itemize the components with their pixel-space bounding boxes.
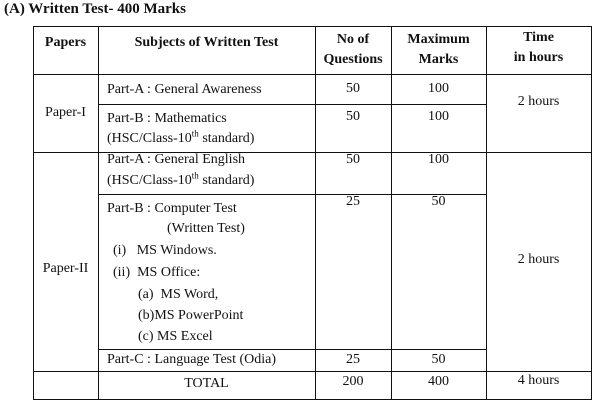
paper1-partA-marks: 100 <box>428 81 449 96</box>
col-line-1 <box>98 26 99 400</box>
header-subjects: Subjects of Written Test <box>134 35 279 50</box>
table-border-top <box>33 26 592 27</box>
col-line-0 <box>33 26 34 400</box>
col-line-4 <box>486 26 487 400</box>
paper2-partB-item-excel: (c) MS Excel <box>138 329 213 344</box>
paper2-partC-questions: 25 <box>346 352 360 367</box>
header-papers: Papers <box>44 35 87 50</box>
header-marks-line2: Marks <box>418 52 459 67</box>
paper2-partC-marks: 50 <box>431 352 446 367</box>
paper2-partB-item-word: (a) MS Word, <box>138 287 219 302</box>
paper2-time: 2 hours <box>517 252 560 267</box>
paper2-partB-marks: 50 <box>431 194 446 209</box>
col-line-5 <box>591 26 592 400</box>
table-border-bottom <box>33 399 592 400</box>
total-time: 4 hours <box>517 373 560 388</box>
header-divider <box>33 74 592 75</box>
paper2-partB-questions: 25 <box>346 194 360 209</box>
paper2-partB-subtitle: (Written Test) <box>167 221 245 236</box>
paper2-partB-subject: Part-B : Computer Test <box>107 201 237 216</box>
paper2-partA-subject: Part-A : General English <box>107 152 246 167</box>
paper2-partA-marks: 100 <box>428 152 449 167</box>
paper2-name: Paper-II <box>42 261 89 276</box>
row-divider-p1 <box>98 104 486 105</box>
total-questions: 200 <box>342 374 364 389</box>
paper2-partB-item-windows: (i) MS Windows. <box>113 243 217 258</box>
section-heading: (A) Written Test- 400 Marks <box>4 1 186 17</box>
paper1-name: Paper-I <box>45 105 86 120</box>
header-time-line1: Time <box>523 30 554 45</box>
paper1-partB-subject: Part-B : Mathematics <box>107 111 227 126</box>
paper2-partA-standard: (HSC/Class-10th standard) <box>107 170 255 188</box>
written-test-table <box>33 26 592 400</box>
paper1-partA-subject: Part-A : General Awareness <box>107 82 262 97</box>
paper2-partA-questions: 50 <box>346 152 360 167</box>
paper1-partA-questions: 50 <box>346 81 360 96</box>
header-questions-line1: No of <box>336 32 370 47</box>
paper1-partB-marks: 100 <box>428 109 449 124</box>
paper1-time: 2 hours <box>517 94 560 109</box>
paper2-partB-item-office: (ii) MS Office: <box>113 265 201 280</box>
header-questions-line2: Questions <box>323 52 383 67</box>
paper1-partB-questions: 50 <box>346 109 360 124</box>
paper2-partB-item-powerpoint: (b)MS PowerPoint <box>138 308 244 323</box>
paper1-partB-standard: (HSC/Class-10th standard) <box>107 128 255 146</box>
total-label: TOTAL <box>184 376 229 391</box>
header-marks-line1: Maximum <box>407 32 470 47</box>
paper2-partC-subject: Part-C : Language Test (Odia) <box>107 352 277 367</box>
header-time-line2: in hours <box>513 50 564 65</box>
total-marks: 400 <box>428 374 449 389</box>
